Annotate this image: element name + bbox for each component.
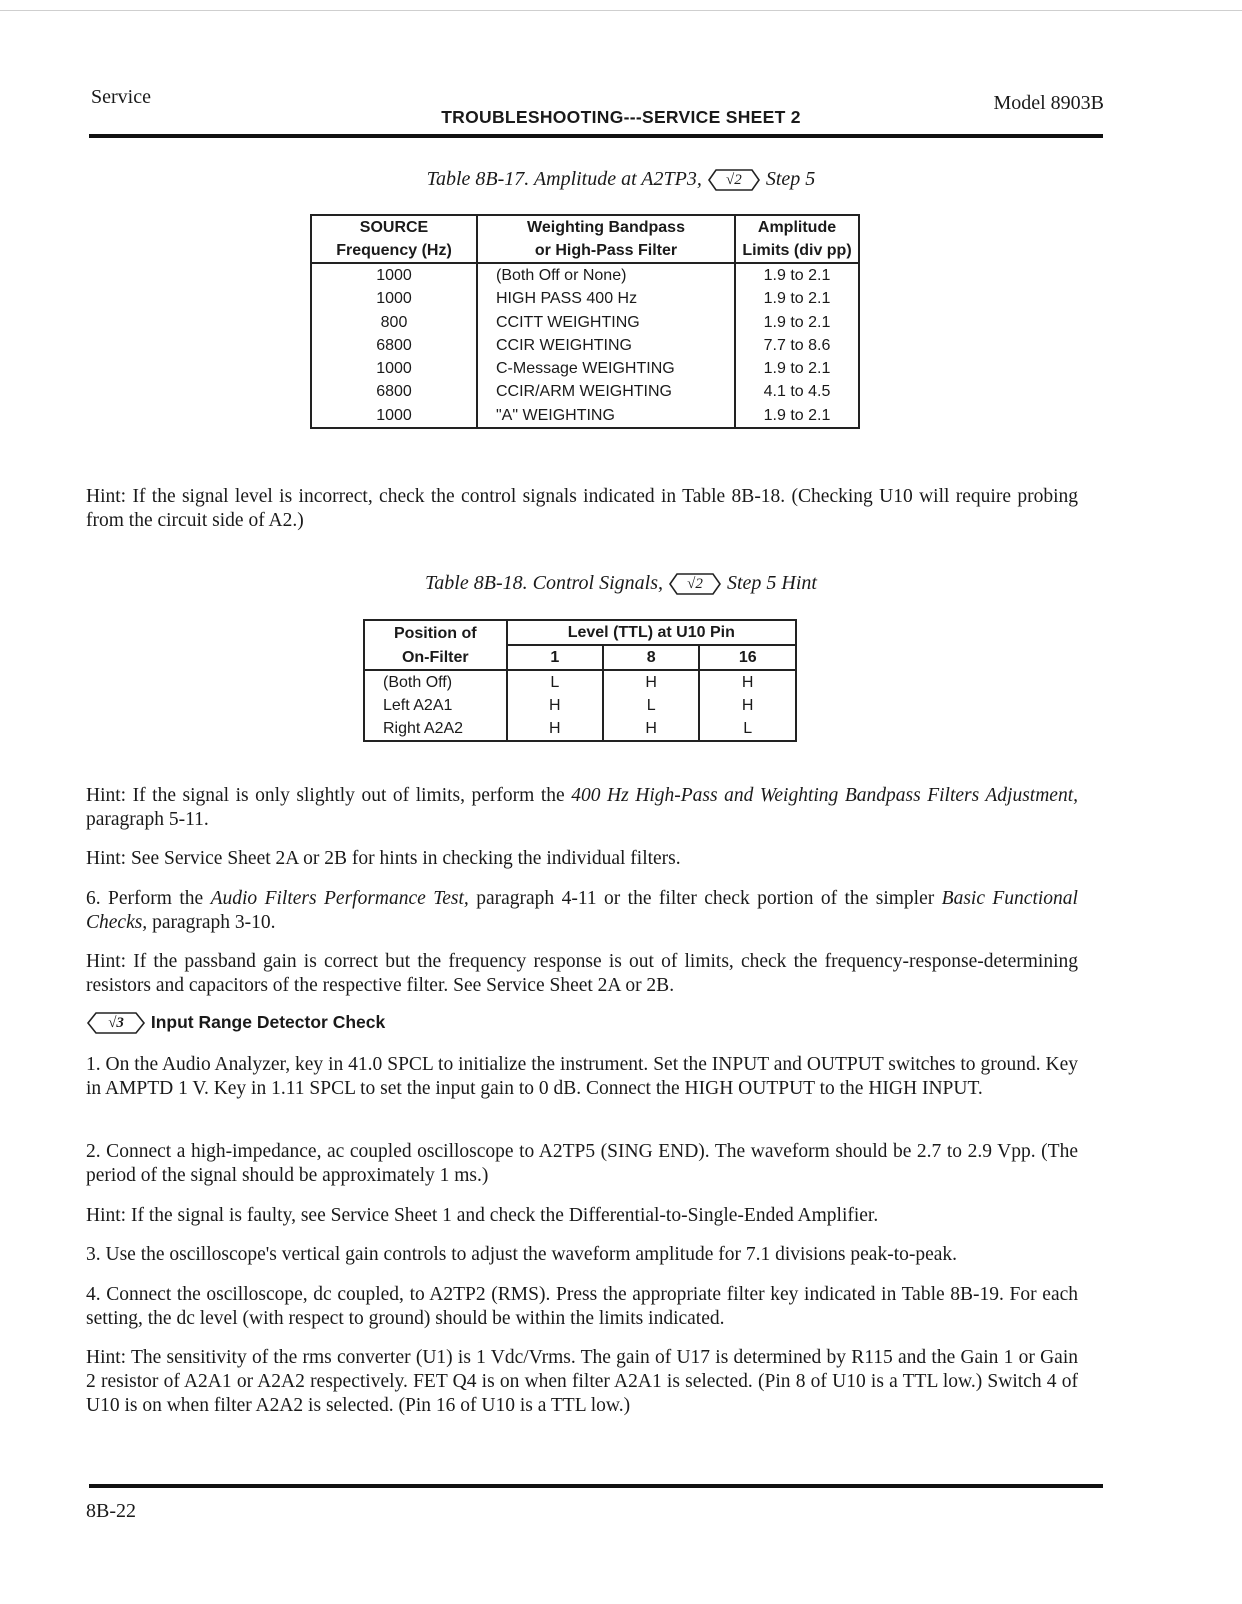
col-header-position-line2: On-Filter [364,645,507,670]
cell-frequency: 800 [311,311,477,334]
table18-caption-step: Step 5 Hint [727,572,817,594]
step-4: 4. Connect the oscilloscope, dc coupled, to A2TP2 (RMS). Press the appropriate filter key indicated in Table 8B-19. For each setting, the dc level (with respect to ground) should be within the limits indicated. [86,1284,1078,1329]
cell-filter: "A" WEIGHTING [477,404,735,428]
cell-position: (Both Off) [364,670,507,694]
col-header-filter-line2: or High-Pass Filter [534,242,678,259]
col-header-pin: 16 [699,645,796,670]
table-control-signals [363,619,797,742]
cell-frequency: 6800 [311,334,477,357]
header-title: TROUBLESHOOTING---SERVICE SHEET 2 [441,107,801,127]
step6-paragraph: paragraph 3-10. [147,912,276,933]
hint-passband-gain: Hint: If the passband gain is correct but the frequency response is out of limits, check the frequency-response-determining resistors and capacitors of the respective filter. See Service Sheet 2A or 2B. [86,951,1078,996]
hint2-text: Hint: If the signal is only slightly out of limits, perform the [86,785,572,806]
step6-reference-test: Audio Filters Performance Test, [210,888,469,909]
cell-filter: CCIR/ARM WEIGHTING [477,380,735,403]
step6-text-mid: paragraph 4-11 or the filter check portion of the simpler [468,888,942,909]
cell-level: H [741,674,754,691]
col-header-source-line1: SOURCE [359,219,429,236]
col-header-amplitude [735,215,859,263]
cell-level: H [507,694,603,717]
table-amplitude-limits [310,214,860,429]
table17-caption-step: Step 5 [765,168,816,190]
hint-signal-faulty: Hint: If the signal is faulty, see Service Sheet 1 and check the Differential-to-Single-Ended Amplifier. [86,1205,879,1226]
header-section-label: Service [91,86,151,108]
col-header-position: Position of [364,620,507,645]
header-rule [89,134,1103,138]
table-row [311,311,859,334]
col-header-level: Level (TTL) at U10 Pin [507,620,796,645]
step-2: 2. Connect a high-impedance, ac coupled oscilloscope to A2TP5 (SING END). The waveform should be 2.7 to 2.9 Vpp. (The period of the signal should be approximately 1 ms.) [86,1141,1078,1186]
col-header-source-line2: Frequency (Hz) [336,242,452,259]
cell-level: H [507,717,603,741]
col-header-amplitude-line1: Amplitude [757,219,837,236]
cell-limits: 1.9 to 2.1 [763,290,831,308]
hint-service-sheet: Hint: See Service Sheet 2A or 2B for hints in checking the individual filters. [86,848,681,869]
table18-caption [0,572,1242,595]
step-3: 3. Use the oscilloscope's vertical gain controls to adjust the waveform amplitude for 7.1 divisions peak-to-peak. [86,1244,958,1265]
cell-frequency: 1000 [311,287,477,310]
col-header-filter-line1: Weighting Bandpass [527,219,685,236]
table18-caption-text: Table 8B-18. Control Signals, [425,572,663,594]
step-badge-label: √3 [108,1014,124,1031]
section-title: Input Range Detector Check [150,1012,386,1032]
table-row [311,287,859,310]
cell-level: H [741,697,754,714]
hint-slightly-out-of-limits [86,784,1078,832]
cell-limits: 1.9 to 2.1 [763,267,831,284]
table-row [364,717,796,741]
hint-rms-converter: Hint: The sensitivity of the rms converter (U1) is 1 Vdc/Vrms. The gain of U17 is determined by R115 and the Gain 1 or Gain 2 resistor of A2A1 or A2A2 respectively. FET Q4 is on when filter A2A1 is selected. (Pin 8 of U10 is a TTL low.) Switch 4 of U10 is on when filter A2A2 is selected. (Pin 16 of U10 is a TTL low.) [86,1347,1078,1416]
step6-reference-checks: Basic Functional Checks, [86,888,1078,933]
table-row [311,263,859,287]
table-row [364,694,796,717]
cell-limits: 1.9 to 2.1 [763,406,831,424]
cell-position: Left A2A1 [364,694,507,717]
cell-frequency: 1000 [311,357,477,380]
cell-filter: C-Message WEIGHTING [477,357,735,380]
col-header-amplitude-line2: Limits (div pp) [742,242,852,259]
cell-filter: (Both Off or None) [477,263,735,287]
step-badge-icon [707,169,761,191]
table-row [311,357,859,380]
cell-position: Right A2A2 [364,717,507,741]
step-badge-label: √2 [687,575,703,592]
hint-signal-level: Hint: If the signal level is incorrect, check the control signals indicated in Table 8B-18. (Checking U10 will require probing from the circuit side of A2.) [86,486,1078,531]
cell-limits: 1.9 to 2.1 [763,313,831,331]
header-model-label: Model 8903B [993,92,1104,114]
cell-limits: 7.7 to 8.6 [763,336,831,354]
scan-edge-line [0,10,1242,11]
step-badge-icon [86,1012,146,1034]
cell-level: L [743,720,753,737]
cell-limits: 1.9 to 2.1 [763,360,831,378]
footer-rule [89,1484,1103,1488]
cell-limits: 4.1 to 4.5 [763,383,831,401]
step-1: 1. On the Audio Analyzer, key in 41.0 SPCL to initialize the instrument. Set the INPUT and OUTPUT switches to ground. Key in AMPTD 1 V. Key in 1.11 SPCL to set the input gain to 0 dB. Connect the HIGH OUTPUT to the HIGH INPUT. [86,1054,1078,1099]
step6-text: 6. Perform the [86,888,211,909]
col-header-source [311,215,477,263]
step-6 [86,887,1078,935]
hint2-reference: 400 Hz High-Pass and Weighting Bandpass Filters Adjustment, [571,785,1079,806]
cell-frequency: 6800 [311,380,477,403]
col-header-pin: 1 [507,645,603,670]
table-row [311,380,859,403]
col-header-pin: 8 [603,645,699,670]
step-badge-label: √2 [726,171,742,188]
cell-level: L [507,670,603,694]
cell-filter: CCITT WEIGHTING [477,311,735,334]
cell-filter: HIGH PASS 400 Hz [477,287,735,310]
hint2-paragraph: paragraph 5-11. [86,809,209,830]
cell-frequency: 1000 [311,263,477,287]
cell-level: H [603,670,699,694]
col-header-filter [477,215,735,263]
cell-filter: CCIR WEIGHTING [477,334,735,357]
section-heading [86,1012,385,1034]
table-row [311,334,859,357]
table17-caption [0,168,1242,191]
cell-level: H [603,717,699,741]
table17-caption-text: Table 8B-17. Amplitude at A2TP3, [426,168,702,190]
page-number: 8B-22 [86,1500,136,1522]
table-row [311,404,859,428]
cell-frequency: 1000 [311,404,477,428]
cell-level: L [603,694,699,717]
table-row [364,670,796,694]
step-badge-icon [668,573,722,595]
